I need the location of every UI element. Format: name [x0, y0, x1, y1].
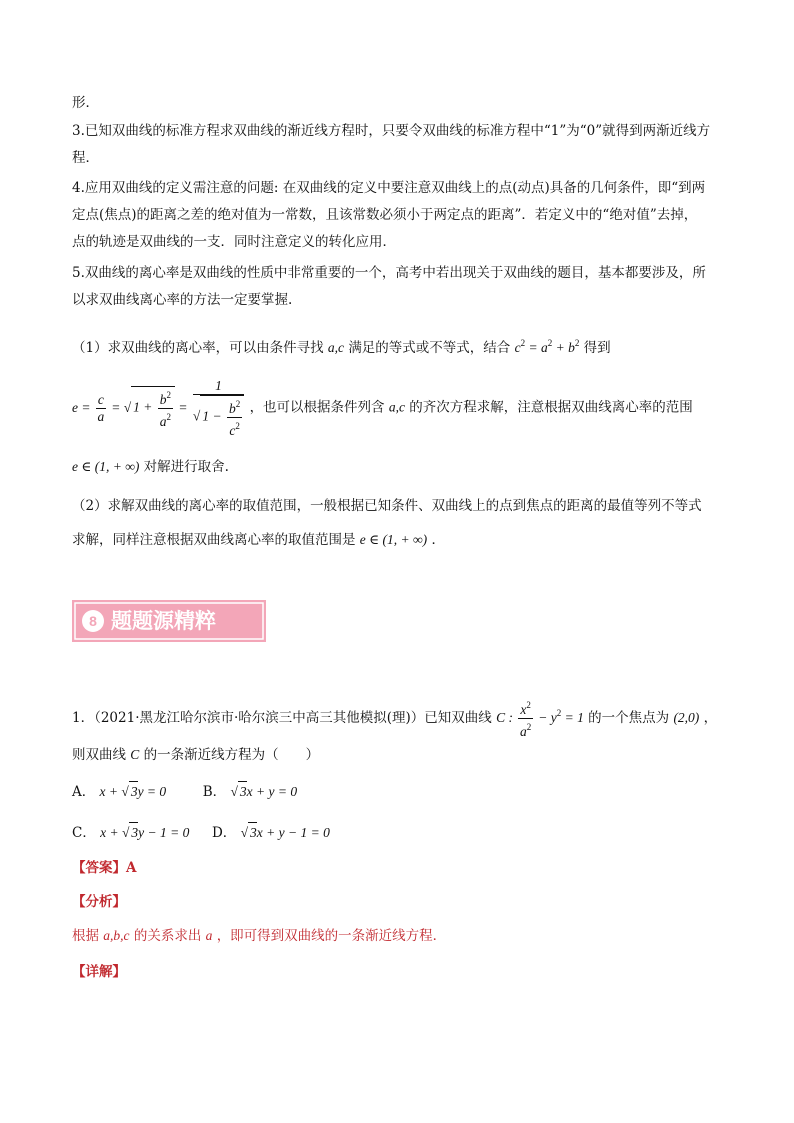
paragraph-5-line-1: 5.双曲线的离心率是双曲线的性质中非常重要的一个，高考中若出现关于双曲线的题目，基本都要涉及，所 — [72, 265, 706, 281]
section-banner — [72, 600, 266, 642]
vars-a-c: a,c — [327, 340, 345, 355]
option-b[interactable]: B． √ 3x + y = 0 — [203, 784, 297, 800]
answer-line: 【答案】A — [72, 860, 137, 876]
detail-tag: 【详解】 — [72, 964, 126, 980]
hyperbola-equation: C : $\frac{x^2}{a^2}$ − $y^2 = 1$ — [496, 710, 584, 725]
question-1-line-2: 则双曲线 C 的一条渐近线方程为（ ） — [72, 747, 320, 763]
paragraph-5-line-2: 以求双曲线离心率的方法一定要掌握. — [72, 292, 293, 308]
range-formula: e ∈ (1, + ∞) — [72, 459, 140, 474]
eccentricity-formula: e = $\frac{c}{a}$ = √ 1 + $\frac{b^2}{a^2}$ = 1 √ 1 − $\frac{b^2}{c^2}$ — [72, 400, 250, 415]
paragraph-4-line-1: 4.应用双曲线的定义需注意的问题: 在双曲线的定义中要注意双曲线上的点(动点)具备的几何条件，即“到两 — [72, 180, 706, 196]
sub-2-line-1: （2）求解双曲线的离心率的取值范围，一般根据已知条件、双曲线上的点到焦点的距离的最值等列不等式 — [72, 498, 702, 514]
option-c[interactable]: C． x + √ 3y − 1 = 0 — [72, 825, 194, 841]
sub-2-line-2: 求解，同样注意根据双曲线离心率的取值范围是 e ∈ (1, + ∞) ． — [72, 532, 445, 548]
option-a[interactable]: A． x + √ 3y = 0 — [72, 784, 170, 800]
banner-graphic — [72, 600, 266, 642]
sub-1-line-3: e ∈ (1, + ∞) 对解进行取舍. — [72, 459, 229, 475]
formula-c2-a2-b2: $c^2 = a^2 + b^2$ — [514, 338, 580, 355]
paragraph-3-line-2: 程． — [72, 150, 99, 166]
paragraph-4-line-3: 点的轨迹是双曲线的一支．同时注意定义的转化应用． — [72, 234, 396, 250]
question-1-line-1: 1．（2021·黑龙江哈尔滨市·哈尔滨三中高三其他模拟(理)）已知双曲线 C : $\frac{x^2}{a^2}$ − $y^2 = 1$ 的一个焦点为 (2,0) ， — [72, 697, 717, 740]
analysis-tag: 【分析】 — [72, 894, 126, 910]
sub-1-line-1: （1）求双曲线的离心率，可以由条件寻找 a,c 满足的等式或不等式，结合 $c^2 = a^2 + b^2$ 得到 — [72, 338, 611, 356]
options-row-2 — [72, 822, 330, 843]
option-d[interactable]: D． √ 3x + y − 1 = 0 — [212, 825, 330, 841]
analysis-text: 根据 a,b,c 的关系求出 a ，即可得到双曲线的一条渐近线方程． — [72, 928, 447, 944]
banner-logo-text: 8 — [89, 613, 97, 629]
paragraph-fragment: 形． — [72, 95, 99, 111]
banner-title: 题题源精粹 — [111, 609, 216, 633]
options-row-1 — [72, 781, 297, 802]
paragraph-3-line-1: 3.已知双曲线的标准方程求双曲线的渐近线方程时，只要令双曲线的标准方程中“1”为“0”就得到两渐近线方 — [72, 123, 711, 139]
paragraph-4-line-2: 定点(焦点)的距离之差的绝对值为一常数，且该常数必须小于两定点的距离”．若定义中的“绝对值”去掉， — [72, 207, 698, 223]
sub-1-line-2: e = $\frac{c}{a}$ = √ 1 + $\frac{b^2}{a^2}$ = 1 √ 1 − $\frac{b^2}{c^2}$ ，也可以根据条件列含 a,c 的齐次方程求解，注意根据双曲线离心率的范围 — [72, 378, 693, 438]
